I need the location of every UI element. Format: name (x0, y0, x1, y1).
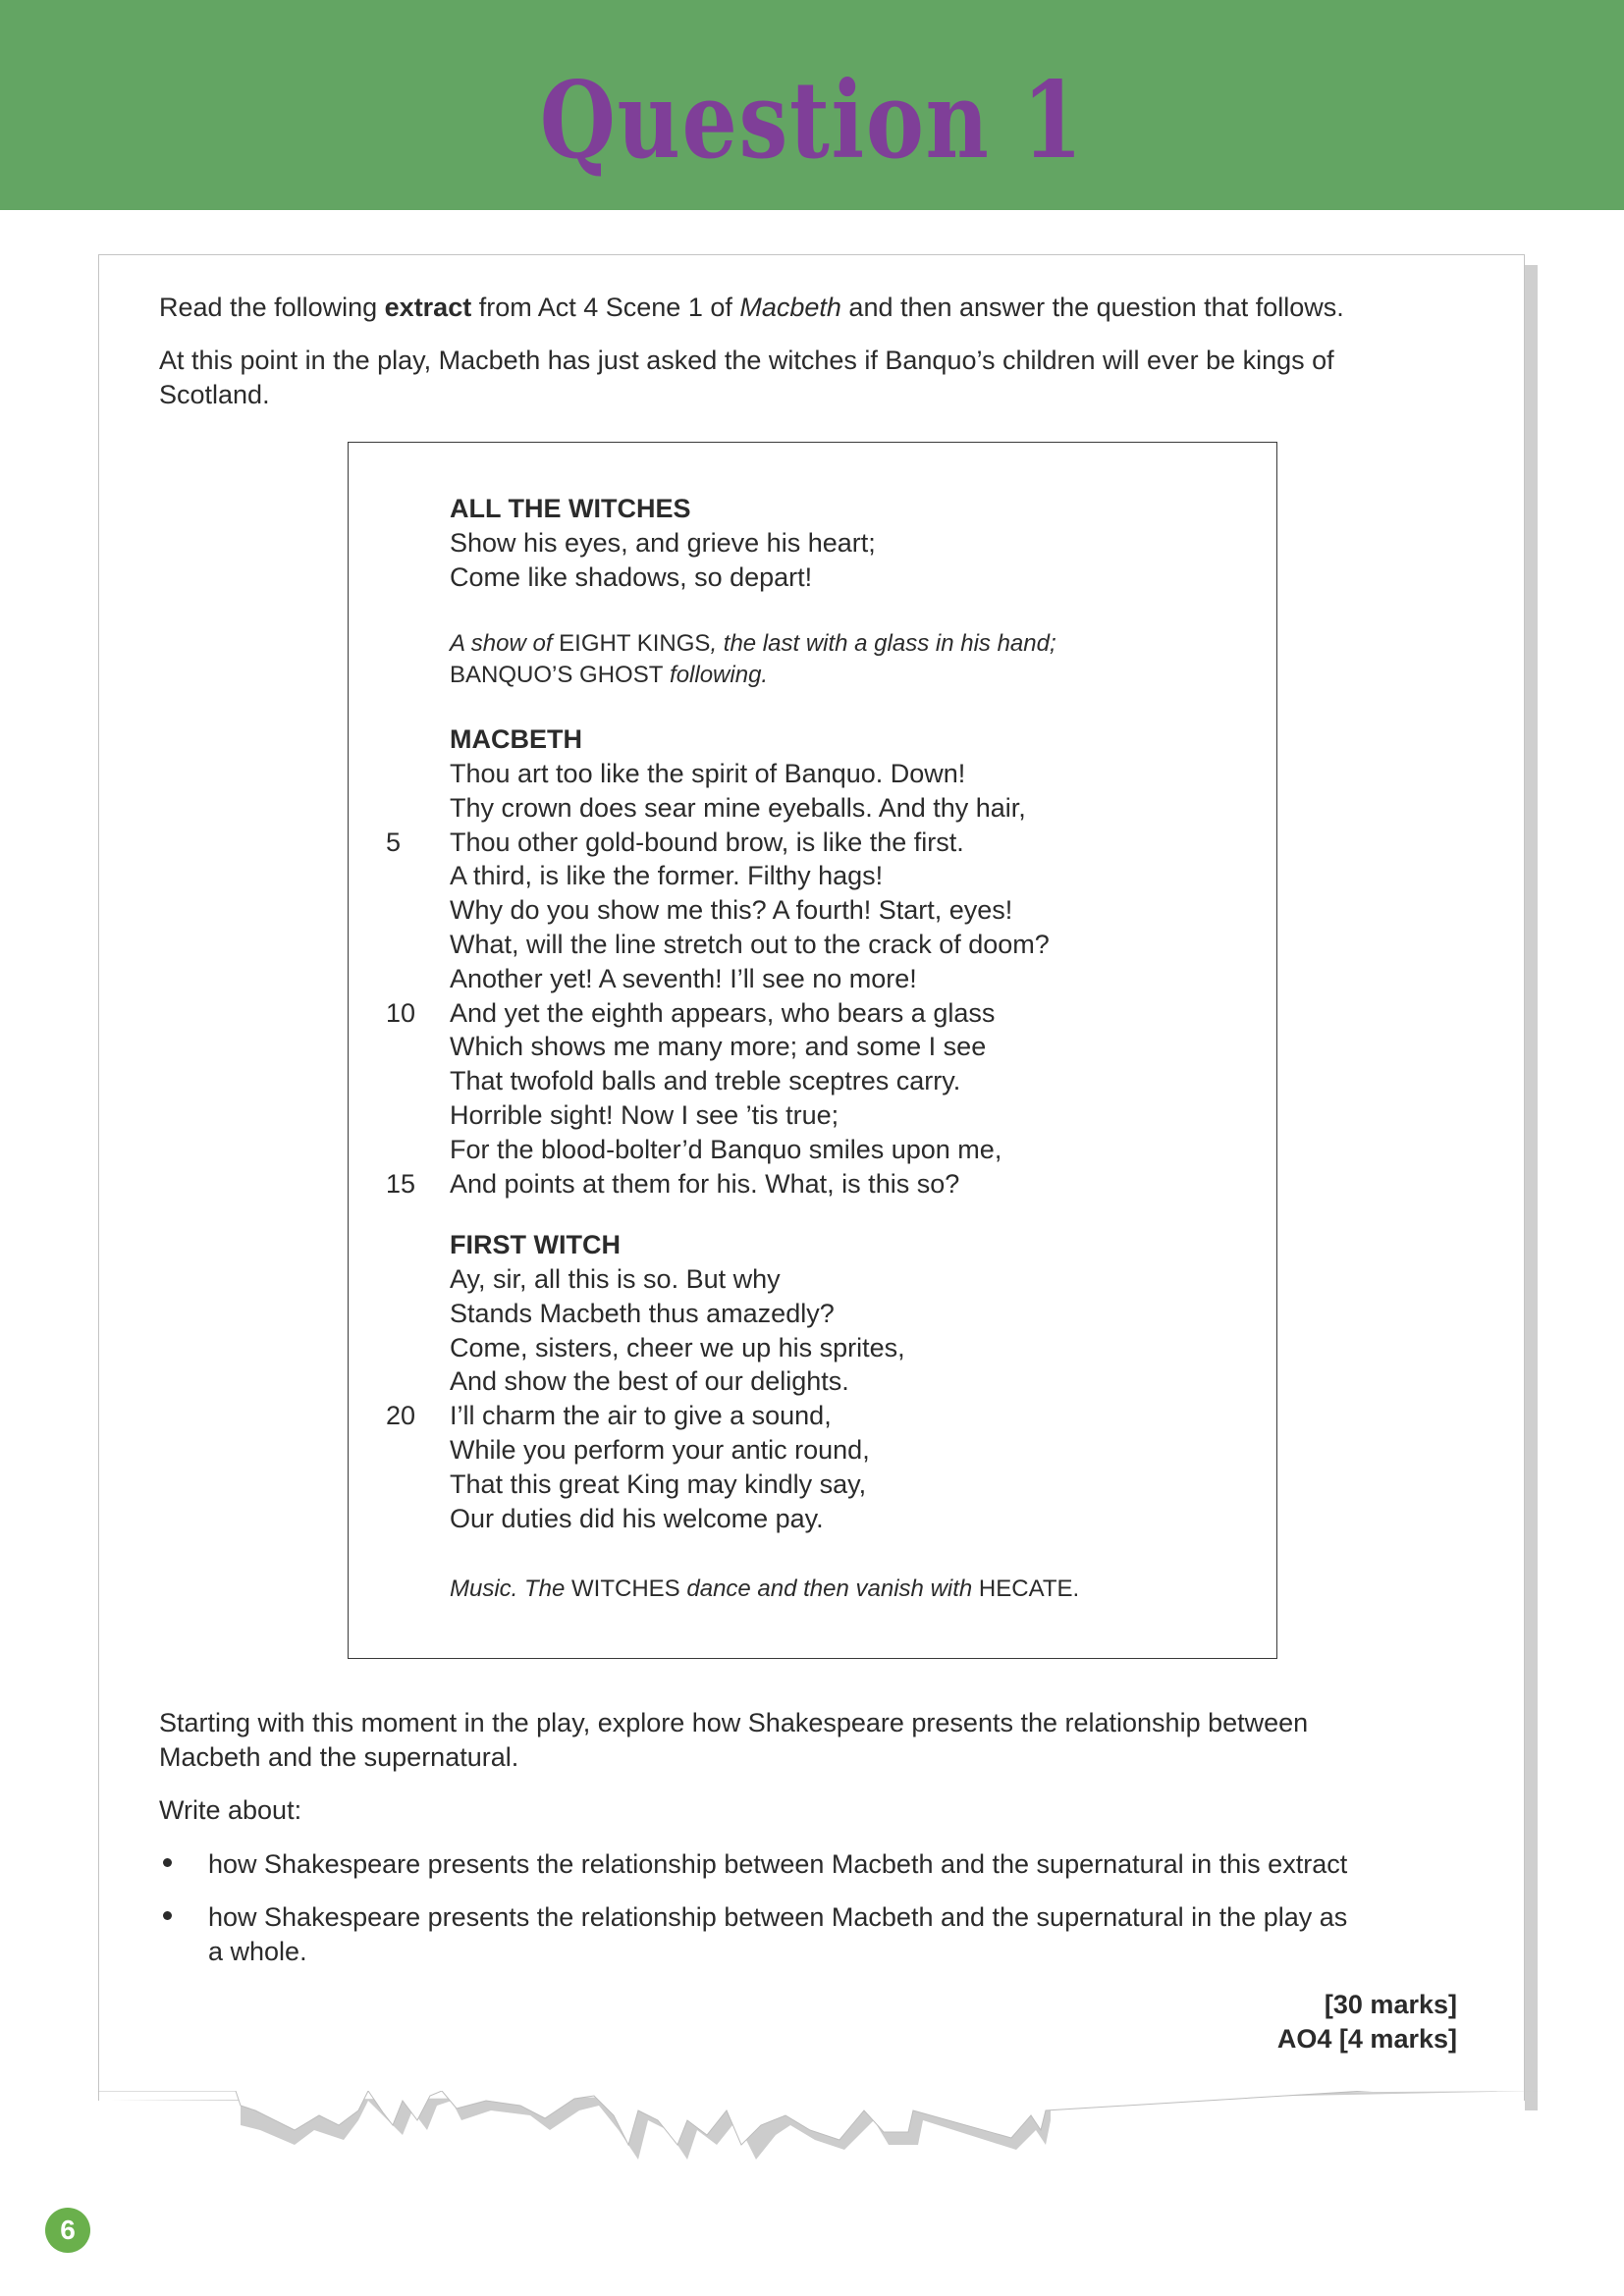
stage-direction-caps: WITCHES (571, 1575, 680, 1602)
verse-line: What, will the line stretch out to the crack of doom? (450, 930, 1050, 959)
intro-play-title: Macbeth (739, 293, 841, 322)
verse-line: Which shows me many more; and some I see (450, 1032, 987, 1062)
speaker-first-witch: FIRST WITCH (450, 1230, 621, 1259)
stage-direction-text: following. (663, 662, 769, 688)
write-about-label: Write about: (159, 1795, 302, 1825)
bullet-icon (163, 1858, 172, 1867)
stage-direction-caps: EIGHT KINGS (559, 630, 711, 657)
intro-context-line1: At this point in the play, Macbeth has just asked the witches if Banquo’s children will ever be kings of (159, 346, 1334, 375)
verse-line: And points at them for his. What, is this so? (450, 1168, 960, 1199)
stage-direction-caps: HECATE. (978, 1575, 1080, 1602)
torn-paper-edge (98, 2091, 1542, 2189)
line-number: 20 (386, 1401, 416, 1430)
verse-line: That this great King may kindly say, (450, 1468, 867, 1499)
verse-line: Ay, sir, all this is so. But why (450, 1264, 781, 1294)
bullet-item-1: how Shakespeare presents the relationship between Macbeth and the supernatural in this extract (208, 1849, 1348, 1879)
verse-line: Another yet! A seventh! I’ll see no more! (450, 963, 917, 993)
header-band (0, 0, 1624, 210)
page-number-badge: 6 (45, 2208, 90, 2253)
intro-text: from Act 4 Scene 1 of (471, 293, 740, 322)
verse-line: A third, is like the former. Filthy hags! (450, 861, 884, 891)
intro-text: Read the following (159, 293, 385, 322)
verse-line: Horrible sight! Now I see ’tis true; (450, 1100, 839, 1130)
verse-line: Thou art too like the spirit of Banquo. Down! (450, 759, 966, 788)
verse-line: Our duties did his welcome pay. (450, 1503, 824, 1533)
stage-direction-text: Music. The (450, 1575, 572, 1602)
intro-instruction (159, 291, 1465, 325)
verse-line: Come like shadows, so depart! (450, 562, 813, 592)
bullet-icon (163, 1911, 172, 1920)
stage-direction-text: A show of (450, 630, 560, 657)
line-number: 10 (386, 998, 416, 1028)
stage-direction-2 (450, 1572, 1079, 1606)
question-line1: Starting with this moment in the play, explore how Shakespeare presents the relationship between (159, 1708, 1309, 1737)
intro-context-line2: Scotland. (159, 380, 270, 409)
intro-bold-extract: extract (384, 293, 472, 322)
verse-line: Show his eyes, and grieve his heart; (450, 528, 876, 558)
speaker-macbeth: MACBETH (450, 724, 582, 754)
intro-text: and then answer the question that follows. (840, 293, 1344, 322)
stage-direction-text: , the last with a glass in his hand; (710, 630, 1056, 657)
stage-direction-1b (450, 658, 768, 692)
stage-direction-text: dance and then vanish with (679, 1575, 979, 1602)
verse-line: Come, sisters, cheer we up his sprites, (450, 1332, 905, 1362)
verse-line: While you perform your antic round, (450, 1435, 870, 1465)
verse-line: And yet the eighth appears, who bears a glass (450, 997, 996, 1028)
stage-direction-1 (450, 626, 1056, 661)
line-number: 5 (386, 828, 402, 857)
verse-line: For the blood-bolter’d Banquo smiles upon me, (450, 1134, 1002, 1164)
bullet-item-2: how Shakespeare presents the relationship between Macbeth and the supernatural in the play as (208, 1902, 1348, 1932)
verse-line: That twofold balls and treble sceptres carry. (450, 1066, 961, 1096)
verse-line: Stands Macbeth thus amazedly? (450, 1298, 835, 1328)
marks-ao4: AO4 [4 marks] (1276, 2024, 1457, 2054)
question-line2: Macbeth and the supernatural. (159, 1742, 519, 1772)
verse-line: Thou other gold-bound brow, is like the first. (450, 827, 964, 857)
verse-line: Thy crown does sear mine eyeballs. And thy hair, (450, 792, 1026, 823)
stage-direction-caps: BANQUO’S GHOST (450, 662, 664, 688)
paper-shadow (1525, 265, 1538, 2110)
bullet-item-2-cont: a whole. (208, 1937, 307, 1966)
verse-line: I’ll charm the air to give a sound, (450, 1401, 832, 1431)
line-number: 15 (386, 1169, 416, 1199)
page-title: Question 1 (539, 59, 1085, 183)
verse-line: And show the best of our delights. (450, 1366, 849, 1397)
marks-total: [30 marks] (1324, 1990, 1457, 2019)
verse-line: Why do you show me this? A fourth! Start, eyes! (450, 895, 1013, 926)
speaker-all-the-witches: ALL THE WITCHES (450, 494, 691, 523)
